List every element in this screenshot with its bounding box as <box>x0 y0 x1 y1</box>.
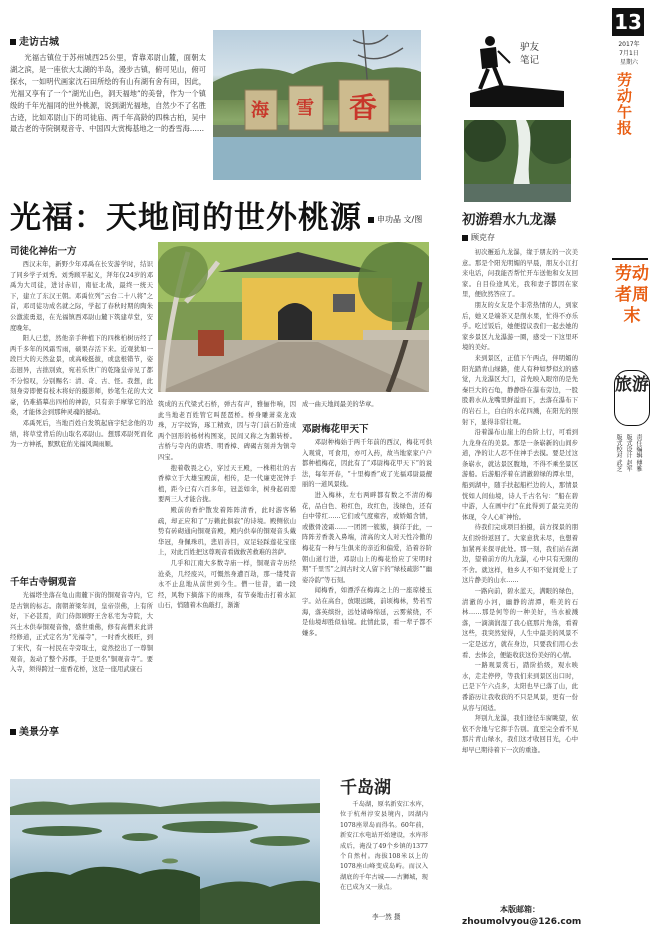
headline: 光福：天地间的世外桃源 <box>10 200 362 236</box>
editor-credit: 责任编辑 傅雅 <box>635 434 642 472</box>
photo-jiulong-waterfall <box>464 120 571 202</box>
qiandao-photo-credit: 李一然 摄 <box>372 913 401 921</box>
designer-credit: 版式设计 赵军 <box>625 434 632 472</box>
column-name: 劳动者周末 <box>615 264 649 326</box>
article-col1-b: 光福塔坐落在龟山南麓下街的铜观音寺内，它是古镇的标志。南朝萧梁年间，皇帝崇佛，上有所好，下必甚焉，黄门侍郎顾野王舍私宅为寺院，大兴土木供奉铜观音像，盛世重佛，修有高僧来此讲经修道，正式定名为“光福寺”，一时香火极旺，到了宋代，有一村民在寺旁取土，竟然挖出了一尊铜观音，轰动了整个苏郡，于是更名“铜观音寺”。要入寺，须得跨过一座香花桥，这是一座用武康石 <box>10 592 153 674</box>
photo-temple-courtyard <box>158 242 429 392</box>
square-bullet-icon <box>368 217 374 223</box>
stone-char-hai: 海 <box>251 100 269 121</box>
proofreader-credit: 版式校对 武芝 <box>615 434 622 472</box>
qiandao-text: 千岛湖，原名新安江水库，位于杭州淳安县境内，因湖内1078座翠岛而得名。60年前，新安江水电站开始建设，水库形成后，淹没了49个乡镇的1377个自然村。海拔108米以上的1078座山峰变成岛屿。而汉入湖底的千年古城——古狮城，现在已成为又一景点。 <box>340 801 428 892</box>
square-bullet-icon <box>10 39 16 45</box>
right-article-text: 初次邂逅九龙瀑，缘于朋友的一次美意。那是个阳光明媚的早晨，朋友小江打来电话，问我能否帮忙开车送他和女友回家。自目俭途风光，我和妻子都因在家里，便欣然答应了。 朋友的女友是个非常热情的人，到家后，她又是端茶又是削水果，忙得不亦乐乎。吃过饭后，她便提议我们一起去她的家乡景区九龙瀑游一圈，感受一下这里环境的美好。 来到景区，正值下午两点，伴明媚的阳光踏青山绿路，使人有种如梦似幻的感觉，九龙瀑区大门，首先映入眼帘的是先秦巨大的石龟，静静卧在瀑布旁边，一股股碧水从龙嘴里鲜溢而下，去落在瀑布下的岩石上，白白的水花四溅，在阳光的照射下，显得非常壮观。 沿着瀑布山崖上的台阶上行，可看到九龙身在的美景。那是一条崭新的山间步道，净的让人忍不住神手去摸。要是过这条崭水，就达景区腹地，不得不乘坐景区游船。后游船浮着在清澈碧绿的潭水里，船到湖中，随手扶起船栏边的人，那情景恍如人间仙境，诗人千古名句：“船在碧中游，人在画中行”在此得到了最完美的体现，令人心旷神怡。 待我们完成项目拍摄，前方探景的朋友们纷纷返回了。大家意犹未尽，也想着加紧再来探寻此处。那一刻，我们站在湖边，望着前方的九龙瀑，心中只有无限的不舍。就这样，他乡人不知不觉间爱上了这片静美的山水…… 一路向前，碧水蓝天，满眼的绿色，清澈的小河，幽静的清潭，唯美的石林……那是何等的一种美好，当水被溅落，一滴滴润湿了我心底那片角落，看着这些，我突然觉得，人生中最美的风景不一定是远方，就在身边，只要我们用心去看、去体会，便能收获这份美好的心情。 一路观景赏石，踏阶拾级，观水映水，走走停停，等我们来到景区出口时，已是下午六点多，太阳也早已落了山，此番游历让我收获的不只是风景，更有一份从容与闲适。 拜别九龙瀑，我们途径车窗眺望，依依不舍地与它挥手告别。直至完全看不见那片青山绿水，我们这才收回目光，心中却早已期待着下一次的重逢。 <box>462 249 578 754</box>
square-bullet-icon <box>10 729 16 735</box>
subhead-situ: 司徒化神佑一方 <box>10 246 77 257</box>
subhead-plum: 邓尉梅花甲天下 <box>302 424 369 435</box>
hiker-icon <box>470 33 564 107</box>
column-sub: 旅游 <box>614 370 650 426</box>
square-bullet-icon <box>462 235 468 241</box>
badge-text: 驴友 笔记 <box>520 42 540 66</box>
sidebar-rule <box>612 258 648 260</box>
paper-logo: 劳动午报 <box>615 72 633 136</box>
article-col3: 邓尉种梅始于两千年前的西汉，梅花可供入观赏，可食用，亦可入药，故当地家家户户都种植梅花，因此有了“邓尉梅花甲天下”的说法，每年开春，“十里梅香”成了光福邓尉最靓丽的一道风景线。 进入梅林，左右两畔都有数之不清的梅花，品白色、粉红色，玫红色，浅绿色，还有白中带红……它们或气度雍容，或娇媚含情，或傲骨凌霜……一团团一簇簇，摘徉于此，一阵阵芳香袭入鼻端，清高的文人对天性冷傲的梅花有一种与生俱来的亲近和偏爱，沿着谷阶朝山道行进，邓尉山上的梅花恰应了宋明时期“千里雪”之间古时文人留下的“绿枝疏影”“幽姿冷韵”等石刻。 闻梅香，如漂浮在梅海之上的一座琼楼玉宇。站在高台，放眼远眺，前顷梅林，势若雪海，落英缤纷，远处诸峰绵延，云雾萦绕，不是仙境却胜似仙境。此情此景，看一辈子都不嫌多。 <box>302 439 432 637</box>
article-col3-lead: 成一曲天地间最美的华章。 <box>302 401 378 408</box>
photo-qiandao-lake <box>10 779 320 924</box>
intro-paragraph: 光福古镇位于苏州城西25公里，背靠邓尉山麓，面朝太湖之滨，是一座依大太湖的半岛，漫步古镇，俯可见山，俯可探水，一如明代画家沈石田所绘的有山有湖有舍有田，因此，光福又享有了一个“湖光山色，洞天福地”的美誉，作为一个镇级的千年光福同的世外桃源，说到湖光福地，自然少不了名胜古迹，比如邓尉山下的司徒庙、两千年高龄的四株古柏，吴中最古老的寺院铜观音寺、中国四大赏梅基地之一的香雪海…… <box>10 53 206 134</box>
stone-char-xue: 雪 <box>296 98 314 119</box>
issue-date: 2017年 7月1日 星期六 <box>618 41 640 66</box>
headline-byline: 申功晶 文/图 <box>368 214 422 225</box>
right-article-byline: 顾克存 <box>462 232 495 243</box>
travel-notes-badge <box>470 33 564 107</box>
page-number: 13 <box>612 8 644 36</box>
stone-char-xiang: 香 <box>349 91 378 124</box>
article-col1-a: 西汉末年，新野少年邓禹在长安游学时，结识了同乡学子刘秀。刘秀顾平起义，拜年仅24岁的邓禹为大司徒，进讨赤眉，南征北战，最终一统天下，建立了东汉王朝。邓禹位列“云台二十八将”之首，邓司徒功成名就之际，学起了春秋时期的陶朱公激流勇退，在光福镇西邓尉山麓下筑建草堂，安度晚年。 阳人已惹，然他亲手种植下的四株柏树历经了两千多年的风霜雪雨，硕果存活下来。近观犹如一段巨大的天然盆景，或高峻挺拔，或盘根错节，姿态迥异，古拙別致，宛若乐世广的乾隆皇帝见了都不分惊叹，分别赐名：清、奇、古、怪。我想，此刻身旁即便有枝木将好的摄影师，妙笔生花的大文豪，仍难描摹出四柏的神韵，只有亲手摩挲它的沧桑，才能体会到那种灵魂的撼动。 邓禹死后，当地百姓自发筑起庙宇纪念他的功绩，将草堂背后的山取名邓尉山。想那邓尉死而化为一方神祇，默默庇佑光福风调雨顺。 <box>10 261 153 449</box>
right-article-title: 初游碧水九龙瀑 <box>462 212 557 228</box>
section-label-visit-old-town: 走访古城 <box>10 33 59 48</box>
qiandao-title: 千岛湖 <box>340 778 391 798</box>
photo-xiangxuehai-stones <box>213 30 421 180</box>
mailbox-label: 本版邮箱： <box>500 905 540 914</box>
section-label-scenery: 美景分享 <box>10 723 59 738</box>
subhead-temple: 千年古寺铜观音 <box>10 577 77 588</box>
article-col2: 筑成的五代梁式石桥，弹古有声，雅俪作响，因此当地老百姓管它叫琵琶桥。桥身雕萧菜龙戏珠，万字纹饰，琢工精致，因与寺门前石阶连成两个回形的杨材构图案，民间又称之为鹅转桥。古桥与寺内的唐塔、明香樟、碑碣古刻并为镇寺四宝。 抱着敬畏之心，穿过天王殿，一株粗壮的古香樟立于大雄宝殿前，相传，是一代廉吏况钟手植，距今已有六百多年，冠盖如伞，树身起码需要两三人才能合拢。 殿前的香炉散发着阵阵清香，此时游客稀疏，却正应和了“万籁此俱寂”的诗境。殿侧依山势有砖砌通向铜观音殿，殿内供奉的铜观音头戴华冠，身佩珠玑，悲眉善目，双足轻踩莲花宝座上，对此百姓把这尊观音看做救苦救难的菩萨。 几乎和江南大多数寺庙一样，铜观音寺历经沧桑，几经废兴，可慨然身遭百劫，那一缕梵音永不止息地从前世到今生。僧一往昔，诵一段经，风物下摘落下的雨珠，有节奏地击打着水缸山石，悄随着木鱼敲打，渐渐 <box>158 401 296 610</box>
mailbox-email: zhoumolvyou@126.com <box>462 917 582 927</box>
